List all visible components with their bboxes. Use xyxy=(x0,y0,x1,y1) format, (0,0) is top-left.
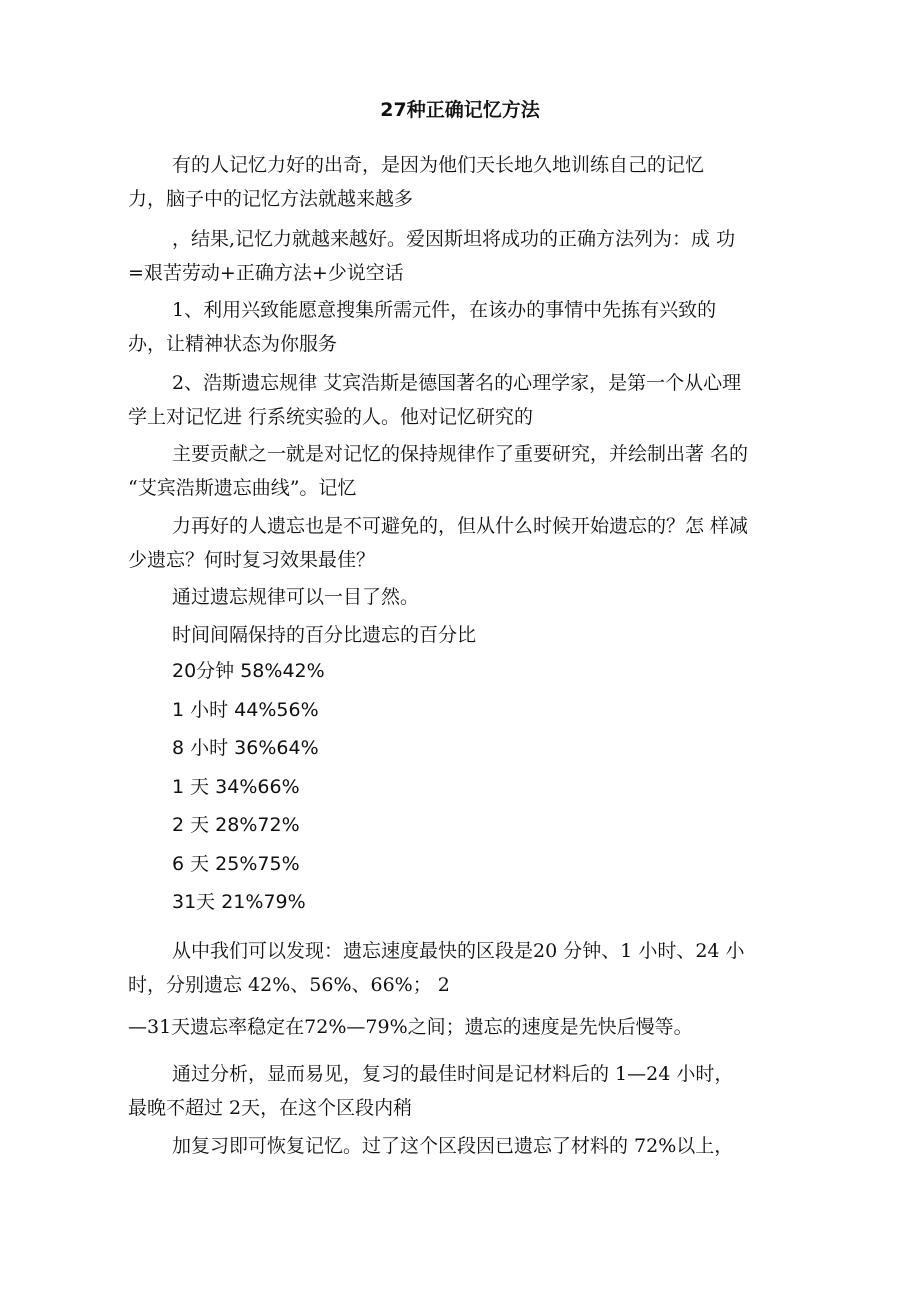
paragraph-line: —31天遗忘率稳定在72%—79%之间；遗忘的速度是先快后慢等。 xyxy=(128,1016,693,1038)
paragraph-line: 学上对记忆进 行系统实验的人。他对记忆研究的 xyxy=(128,406,534,428)
paragraph-line: =艰苦劳动+正确方法+少说空话 xyxy=(128,262,404,284)
paragraph-line: 少遗忘？何时复习效果最佳？ xyxy=(128,549,376,571)
paragraph-result xyxy=(128,222,800,290)
table-row: 6 天 25%75% xyxy=(172,853,300,875)
paragraph-line: 时，分别遗忘 42%、56%、66%； 2 xyxy=(128,974,450,996)
paragraph-line: 最晚不超过 2天，在这个区段内稍 xyxy=(128,1097,413,1119)
paragraph-clear xyxy=(128,580,800,614)
paragraph-line: 力再好的人遗忘也是不可避免的，但从什么时候开始遗忘的？怎 样减 xyxy=(172,515,749,537)
document-title: 27种正确记忆方法 xyxy=(380,99,540,121)
paragraph-review xyxy=(128,1129,800,1163)
table-row: 1 小时 44%56% xyxy=(172,699,319,721)
paragraph-line: ，结果,记忆力就越来越好。爱因斯坦将成功的正确方法列为：成 功 xyxy=(172,228,736,250)
paragraph-contribution xyxy=(128,437,800,505)
paragraph-intro xyxy=(128,148,800,216)
table-header xyxy=(128,618,800,652)
paragraph-line: 办，让精神状态为你服务 xyxy=(128,333,338,355)
paragraph-method-2 xyxy=(128,366,800,434)
paragraph-method-1 xyxy=(128,293,800,361)
table-row: 8 小时 36%64% xyxy=(172,737,319,759)
table-header-text: 时间间隔保持的百分比遗忘的百分比 xyxy=(172,624,477,646)
paragraph-line: 加复习即可恢复记忆。过了这个区段因已遗忘了材料的 72%以上， xyxy=(172,1135,734,1157)
table-row: 2 天 28%72% xyxy=(172,814,300,836)
paragraph-line: 通过分析，显而易见，复习的最佳时间是记材料后的 1—24 小时， xyxy=(172,1063,734,1085)
paragraph-stable-rate xyxy=(128,1010,800,1044)
paragraph-line: 1、利用兴致能愿意搜集所需元件，在该办的事情中先拣有兴致的 xyxy=(172,299,717,321)
paragraph-findings xyxy=(128,934,800,1002)
paragraph-line: 主要贡献之一就是对记忆的保持规律作了重要研究，并绘制出著 名的 xyxy=(172,443,749,465)
paragraph-line: “艾宾浩斯遗忘曲线”。记忆 xyxy=(128,477,357,499)
table-row: 1 天 34%66% xyxy=(172,776,300,798)
table-row: 31天 21%79% xyxy=(172,891,306,913)
paragraph-line: 从中我们可以发现：遗忘速度最快的区段是20 分钟、1 小时、24 小 xyxy=(172,940,745,962)
paragraph-line: 力，脑子中的记忆方法就越来越多 xyxy=(128,188,414,210)
paragraph-line: 有的人记忆力好的出奇，是因为他们天长地久地训练自己的记忆 xyxy=(172,154,705,176)
table-row: 20分钟 58%42% xyxy=(172,660,325,682)
paragraph-analysis xyxy=(128,1057,800,1125)
paragraph-line: 通过遗忘规律可以一目了然。 xyxy=(172,586,420,608)
paragraph-forgetting xyxy=(128,509,800,577)
paragraph-line: 2、浩斯遗忘规律 艾宾浩斯是德国著名的心理学家，是第一个从心理 xyxy=(172,372,742,394)
